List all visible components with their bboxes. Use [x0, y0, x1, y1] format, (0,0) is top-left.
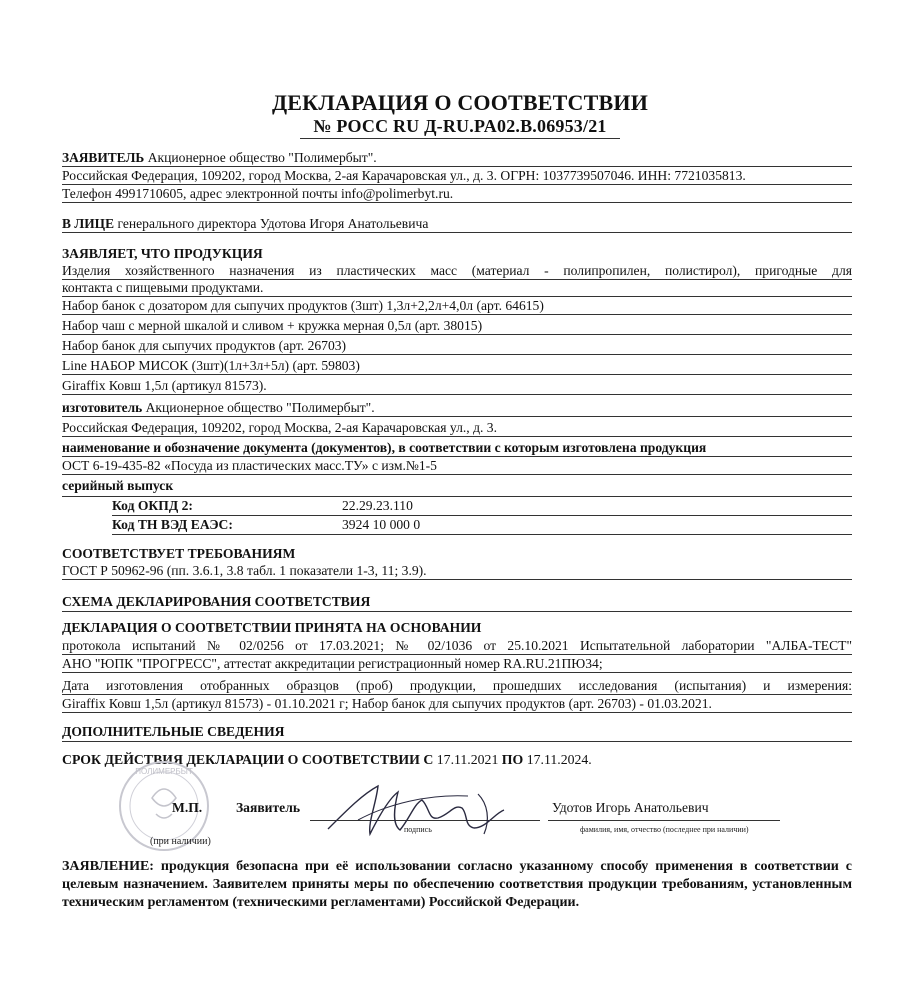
product-desc-line1: Изделия хозяйственного назначения из пластических масс (материал - полипропилен, полистирол), пригодные для — [62, 263, 852, 278]
validity-label-b: ПО — [501, 752, 524, 767]
statement-text: продукция безопасна при её использовании согласно указанному способу применения в соответствии с целевым назначением. Заявителем приняты меры по обеспечению соответствия продукции требованиям, установленным техническим регламентом (техническими регламентами) Российской Федерации. — [62, 859, 853, 910]
product-item-5: Giraffix Ковш 1,5л (артикул 81573). — [62, 378, 852, 395]
additional-label: ДОПОЛНИТЕЛЬНЫЕ СВЕДЕНИЯ — [62, 724, 285, 739]
serial-release: серийный выпуск — [62, 478, 174, 493]
mp-label: М.П. — [172, 800, 203, 815]
okpd-rule — [112, 515, 852, 516]
statement — [62, 858, 852, 912]
basis-line1: протокола испытаний № 02/0256 от 17.03.2021; № 02/1036 от 25.10.2021 Испытательной лаборатории "АЛБА-ТЕСТ" — [62, 638, 852, 653]
validity-date-to: 17.11.2024. — [526, 752, 592, 767]
basis-line4: Giraffix Ковш 1,5л (артикул 81573) - 01.10.2021 г; Набор банок для сыпучих продуктов (арт. 26703) - 01.03.2021. — [62, 696, 852, 713]
tnved-rule — [112, 534, 852, 535]
statement-label: ЗАЯВЛЕНИЕ: — [62, 859, 154, 874]
applicant-sign-label: Заявитель — [236, 800, 301, 815]
applicant-line — [62, 150, 852, 167]
person-text: генерального директора Удотова Игоря Анатольевича — [117, 216, 429, 231]
signature-caption: подпись — [404, 825, 432, 834]
applicant-name: Акционерное общество "Полимербыт". — [147, 150, 377, 165]
handwritten-signature-icon — [318, 774, 538, 844]
document-label: наименование и обозначение документа (документов), в соответствии с которым изготовлена продукция — [62, 440, 852, 457]
document-text: ОСТ 6-19-435-82 «Посуда из пластических масс.ТУ» с изм.№1-5 — [62, 458, 852, 475]
manufacturer-address: Российская Федерация, 109202, город Москва, 2-ая Карачаровская ул., д. 3. — [62, 420, 852, 437]
basis-line3: Дата изготовления отобранных образцов (проб) продукции, прошедших исследования (испытания) и измерения: — [62, 678, 852, 693]
additional-rule — [62, 741, 852, 742]
manufacturer-line — [62, 400, 852, 417]
manufacturer-name: Акционерное общество "Полимербыт". — [145, 400, 375, 415]
manufacturer-label: изготовитель — [62, 400, 143, 415]
signatory-name: Удотов Игорь Анатольевич — [552, 800, 709, 815]
tnved-label: Код ТН ВЭД ЕАЭС: — [112, 517, 233, 532]
name-line — [548, 820, 780, 821]
product-item-2: Набор чаш с мерной шкалой и сливом + кружка мерная 0,5л (арт. 38015) — [62, 318, 852, 335]
requirements-label: СООТВЕТСТВУЕТ ТРЕБОВАНИЯМ — [62, 546, 296, 561]
validity-date-from: 17.11.2021 — [436, 752, 499, 767]
applicant-label: ЗАЯВИТЕЛЬ — [62, 150, 145, 165]
product-item-1: Набор банок с дозатором для сыпучих продуктов (3шт) 1,3л+2,2л+4,0л (арт. 64615) — [62, 298, 852, 315]
product-desc-line2: контакта с пищевыми продуктами. — [62, 280, 852, 297]
requirements-text: ГОСТ Р 50962-96 (пп. 3.6.1, 3.8 табл. 1 показатели 1-3, 11; 3.9). — [62, 563, 852, 580]
basis-line2: АНО "ЮПК "ПРОГРЕСС", аттестат аккредитации регистрационный номер RA.RU.21ПЮ34; — [62, 656, 852, 673]
number-underline — [300, 138, 620, 139]
serial-rule — [62, 496, 852, 497]
person-line — [62, 216, 852, 233]
mp-note: (при наличии) — [150, 836, 211, 847]
scheme-rule — [62, 611, 852, 612]
applicant-address: Российская Федерация, 109202, город Москва, 2-ая Карачаровская ул., д. 3. ОГРН: 1037739507046. ИНН: 7721035813. — [62, 168, 852, 185]
product-item-3: Набор банок для сыпучих продуктов (арт. 26703) — [62, 338, 852, 355]
scheme-label: СХЕМА ДЕКЛАРИРОВАНИЯ СООТВЕТСТВИЯ — [62, 594, 371, 609]
applicant-contacts: Телефон 4991710605, адрес электронной почты info@polimerbyt.ru. — [62, 186, 852, 203]
okpd-value: 22.29.23.110 — [342, 498, 413, 513]
validity-label-a: СРОК ДЕЙСТВИЯ ДЕКЛАРАЦИИ О СООТВЕТСТВИИ С — [62, 752, 434, 767]
product-item-4: Line НАБОР МИСОК (3шт)(1л+3л+5л) (арт. 59803) — [62, 358, 852, 375]
stamp-text: ПОЛИМЕРБЫТ — [135, 767, 193, 776]
document-title: ДЕКЛАРАЦИЯ О СООТВЕТСТВИИ — [271, 90, 649, 115]
tnved-value: 3924 10 000 0 — [342, 517, 421, 532]
basis-label: ДЕКЛАРАЦИЯ О СООТВЕТСТВИИ ПРИНЯТА НА ОСНОВАНИИ — [62, 620, 482, 635]
okpd-label: Код ОКПД 2: — [112, 498, 193, 513]
product-label: ЗАЯВЛЯЕТ, ЧТО ПРОДУКЦИЯ — [62, 246, 263, 261]
person-label: В ЛИЦЕ — [62, 216, 115, 231]
declaration-number: № РОСС RU Д-RU.PA02.B.06953/21 — [313, 116, 607, 136]
name-caption: фамилия, имя, отчество (последнее при наличии) — [580, 825, 749, 834]
